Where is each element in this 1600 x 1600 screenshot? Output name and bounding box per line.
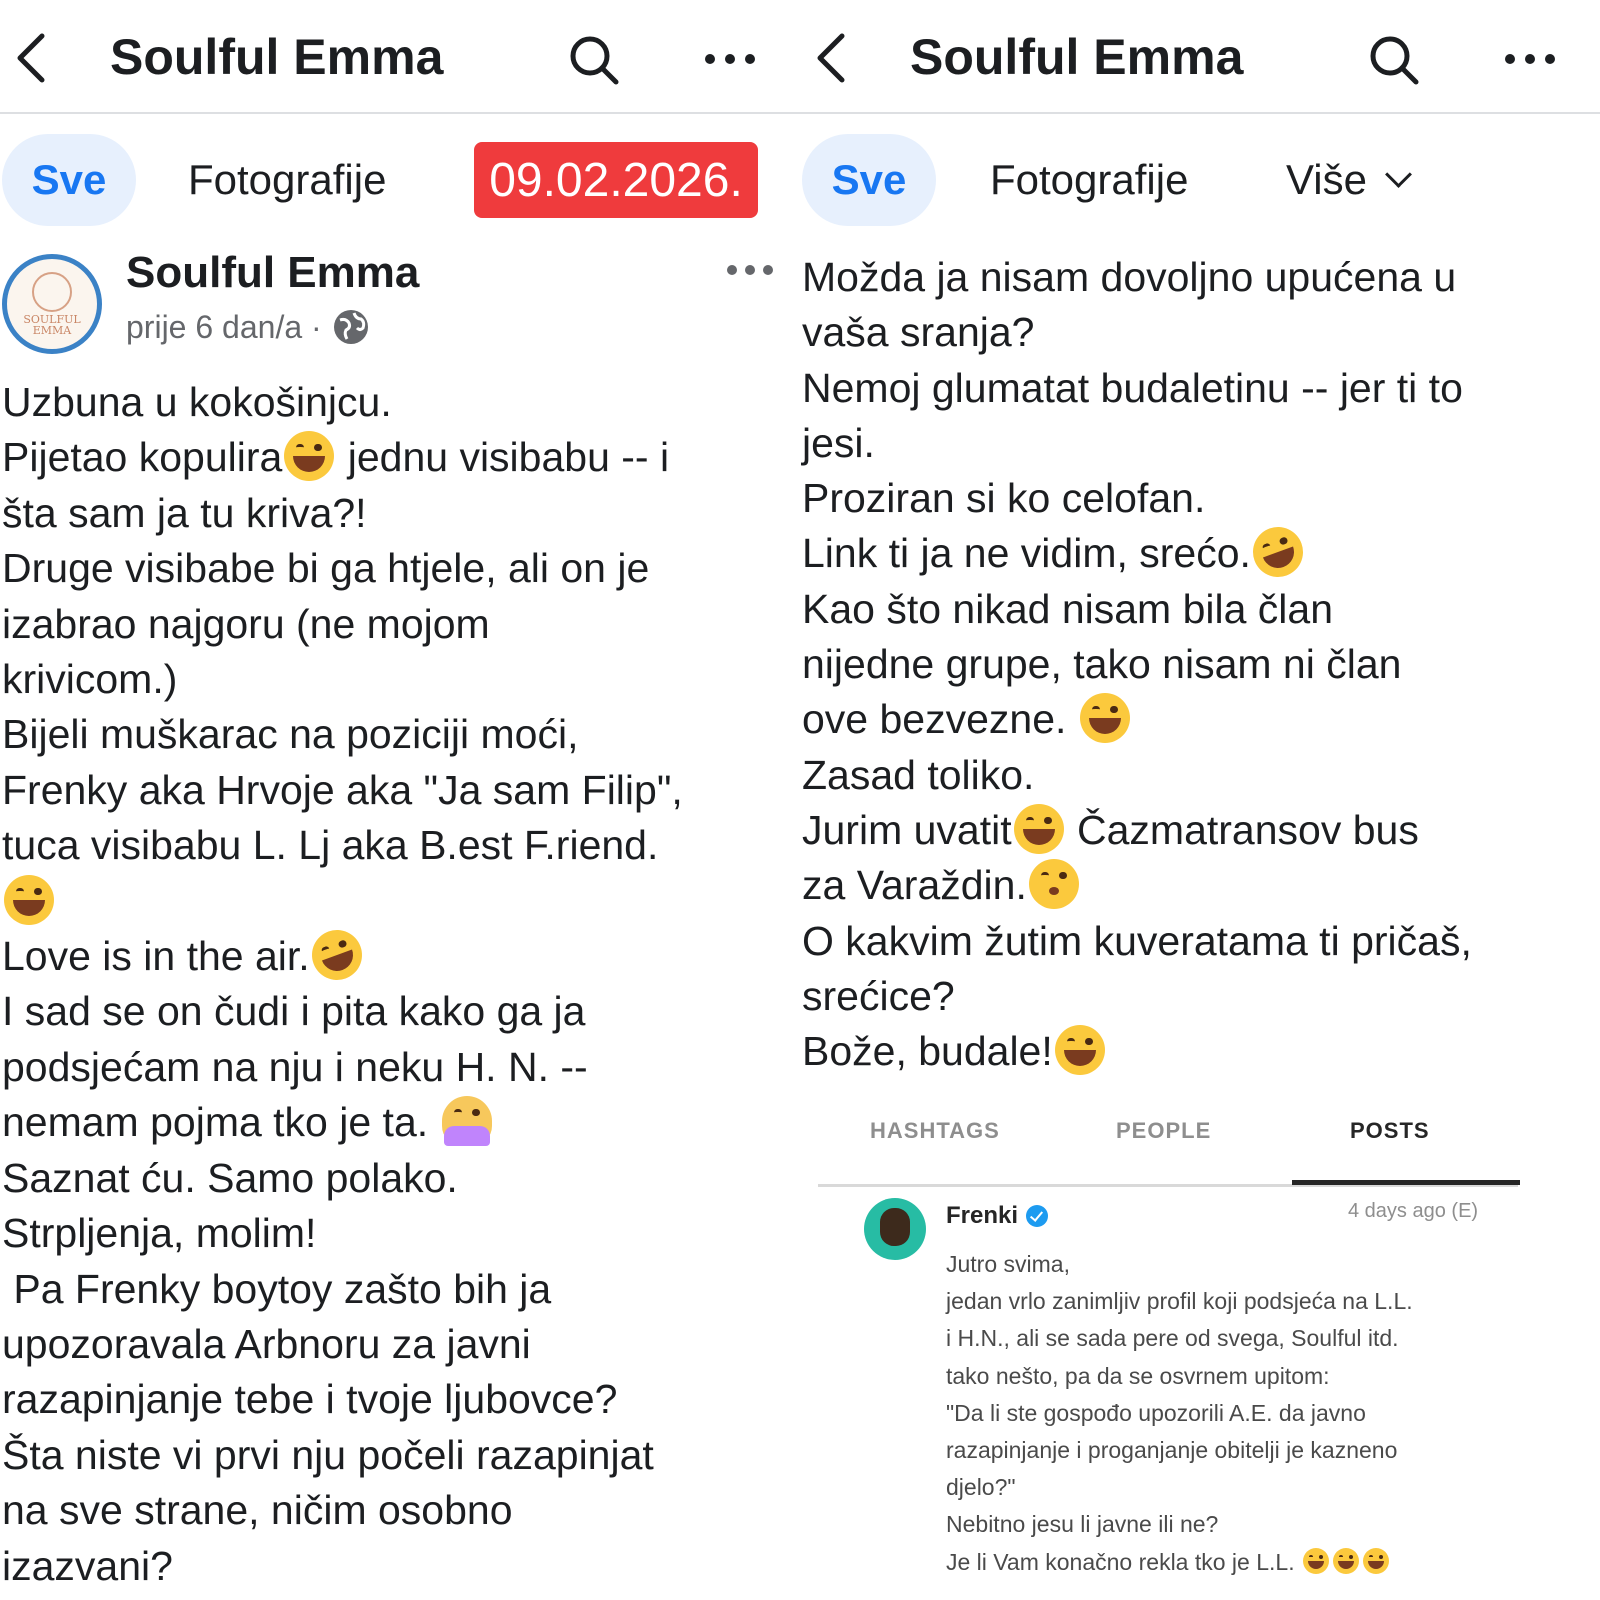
- text-segment: i H.N., ali se sada pere od svega, Soulful itd.: [946, 1325, 1399, 1352]
- post-meta: [126, 308, 370, 346]
- left-screenshot: [0, 0, 780, 1600]
- avatar[interactable]: [2, 254, 102, 354]
- text-segment: jednu visibabu -- i: [336, 434, 670, 481]
- logo-icon: [32, 272, 72, 312]
- page-title: Soulful Emma: [910, 29, 1244, 85]
- text-line: [802, 969, 1580, 1024]
- text-segment: Uzbuna u kokošinjcu.: [2, 379, 392, 425]
- comment-time: 4 days ago (E): [1348, 1200, 1479, 1222]
- text-segment: Jutro svima,: [946, 1251, 1070, 1277]
- text-line: [802, 471, 1580, 526]
- text-segment: upozoravala Arbnoru za javni: [2, 1320, 531, 1367]
- globe-icon: [332, 308, 370, 346]
- tab-posts[interactable]: POSTS: [1350, 1118, 1430, 1143]
- text-line: [2, 1372, 778, 1427]
- text-line: [2, 1539, 778, 1594]
- chevron-down-icon: [1385, 161, 1412, 188]
- avatar-logo-text: SOULFUL EMMA: [23, 313, 81, 337]
- text-line: [2, 486, 778, 541]
- tab-photos[interactable]: Fotografije: [188, 156, 387, 203]
- text-segment: Frenky aka Hrvoje aka "Ja sam Filip",: [2, 766, 683, 813]
- text-line: [2, 1483, 778, 1538]
- text-segment: Šta niste vi prvi nju počeli razapinjat: [2, 1431, 654, 1478]
- tab-hashtags[interactable]: HASHTAGS: [870, 1118, 1000, 1143]
- text-segment: tako nešto, pa da se osvrnem upitom:: [946, 1362, 1330, 1389]
- active-tab-indicator: [1292, 1180, 1520, 1185]
- author-name: Frenki: [946, 1202, 1019, 1229]
- text-line: [802, 914, 1580, 969]
- text-line: [946, 1283, 1516, 1320]
- filter-tabs: [0, 134, 780, 226]
- text-segment: Bože, budale!: [802, 1028, 1053, 1075]
- text-segment: Možda ja nisam dovoljno upućena u: [802, 254, 1457, 300]
- post-time: prije 6 dan/a ·: [126, 308, 322, 345]
- text-segment: djelo?": [946, 1474, 1016, 1501]
- post-body: [802, 250, 1580, 1079]
- text-segment: Čazmatransov bus: [1065, 806, 1419, 853]
- text-segment: za Varaždin.: [802, 862, 1027, 909]
- text-segment: podsjećam na nju i neku H. N. --: [2, 1043, 588, 1090]
- text-line: [2, 1040, 778, 1095]
- text-line: [2, 541, 778, 596]
- text-line: [2, 1095, 778, 1150]
- text-line: [2, 1151, 778, 1206]
- post-author[interactable]: Soulful Emma: [126, 248, 420, 297]
- text-segment: jesi.: [802, 419, 875, 466]
- text-line: [2, 763, 778, 818]
- text-segment: tuca visibabu L. Lj aka B.est F.riend.: [2, 822, 659, 869]
- text-segment: izabrao najgoru (ne mojom: [2, 600, 490, 647]
- rolling-laughing-emoji-icon: [305, 923, 369, 987]
- text-line: [802, 416, 1580, 471]
- post-header: [0, 246, 780, 356]
- text-line: [802, 250, 1580, 305]
- text-line: [2, 1317, 778, 1372]
- top-bar: [0, 0, 780, 112]
- top-bar: [800, 0, 1580, 112]
- text-line: [802, 637, 1580, 692]
- shrug-emoji-icon: [442, 1096, 492, 1146]
- text-line: [802, 582, 1580, 637]
- search-icon[interactable]: [1368, 34, 1420, 86]
- text-line: [802, 858, 1580, 913]
- text-segment: Strpljenja, molim!: [2, 1210, 317, 1257]
- text-segment: Link ti ja ne vidim, srećo.: [802, 530, 1251, 577]
- comment-author[interactable]: [946, 1202, 1048, 1230]
- laughing-emoji-icon: [1363, 1548, 1389, 1574]
- text-line: [2, 1428, 778, 1483]
- more-options-icon[interactable]: [1500, 44, 1560, 74]
- text-line: [946, 1395, 1516, 1432]
- text-segment: krivicom.): [2, 656, 178, 703]
- text-line: [946, 1432, 1516, 1469]
- text-segment: Nebitno jesu li javne ili ne?: [946, 1511, 1219, 1538]
- text-line: [2, 1262, 778, 1317]
- search-icon[interactable]: [568, 34, 620, 86]
- text-line: [802, 803, 1580, 858]
- laughing-emoji-icon: [284, 431, 334, 481]
- text-segment: razapinjanje tebe i tvoje ljubovce?: [2, 1376, 618, 1423]
- text-line: [802, 361, 1580, 416]
- page-title: Soulful Emma: [110, 29, 444, 85]
- text-line: [802, 1024, 1580, 1079]
- laughing-emoji-icon: [1303, 1548, 1329, 1574]
- text-segment: vaša sranja?: [802, 309, 1035, 356]
- text-line: [802, 748, 1580, 803]
- text-line: [946, 1246, 1516, 1283]
- back-arrow-icon[interactable]: [812, 30, 848, 86]
- kiss-emoji-icon: [1029, 859, 1079, 909]
- text-segment: Jurim uvatit: [802, 806, 1012, 853]
- text-segment: Druge visibabe bi ga htjele, ali on je: [2, 545, 650, 592]
- laughing-emoji-icon: [1014, 804, 1064, 854]
- text-line: [2, 652, 778, 707]
- avatar[interactable]: [864, 1198, 926, 1260]
- text-segment: Proziran si ko celofan.: [802, 475, 1206, 522]
- laughing-emoji-icon: [1333, 1548, 1359, 1574]
- text-segment: Saznat ću. Samo polako.: [2, 1154, 458, 1201]
- text-line: [2, 707, 778, 762]
- text-segment: Nemoj glumatat budaletinu -- jer ti to: [802, 364, 1463, 411]
- tab-all[interactable]: Sve: [2, 134, 136, 226]
- text-line: [2, 1206, 778, 1261]
- text-line: [2, 430, 778, 485]
- rolling-laughing-emoji-icon: [1246, 520, 1310, 584]
- text-line: [946, 1506, 1516, 1543]
- text-segment: šta sam ja tu kriva?!: [2, 489, 367, 536]
- text-segment: Je li Vam konačno rekla tko je L.L.: [946, 1548, 1301, 1575]
- filter-tabs: [800, 134, 1580, 226]
- grinning-emoji-icon: [1055, 1025, 1105, 1075]
- text-line: [946, 1320, 1516, 1357]
- text-line: [2, 375, 778, 430]
- laughing-emoji-icon: [4, 875, 54, 925]
- back-arrow-icon[interactable]: [12, 30, 48, 86]
- text-line: [2, 874, 778, 929]
- text-line: [2, 929, 778, 984]
- right-screenshot: [800, 0, 1580, 1600]
- text-segment: I sad se on čudi i pita kako ga ja: [2, 988, 586, 1035]
- comment-body: [946, 1246, 1516, 1581]
- text-line: [2, 818, 778, 873]
- text-line: [946, 1469, 1516, 1506]
- text-segment: Bijeli muškarac na poziciji moći,: [2, 711, 579, 758]
- embedded-screenshot: [818, 1096, 1528, 1600]
- tab-more[interactable]: [1286, 134, 1408, 226]
- text-segment: srećice?: [802, 972, 955, 1019]
- avatar-face: [880, 1208, 910, 1246]
- post-body: [2, 375, 778, 1594]
- verified-badge-icon: [1026, 1205, 1048, 1227]
- text-line: [2, 597, 778, 652]
- text-segment: ove bezvezne.: [802, 696, 1078, 743]
- embedded-tabs: [818, 1096, 1518, 1187]
- text-segment: Love is in the air.: [2, 933, 310, 980]
- text-segment: razapinjanje i proganjanje obitelji je kazneno: [946, 1437, 1398, 1464]
- text-line: [946, 1544, 1516, 1581]
- date-badge: 09.02.2026.: [474, 142, 758, 218]
- more-options-icon[interactable]: [700, 44, 760, 74]
- post-more-icon[interactable]: [724, 260, 776, 280]
- text-line: [946, 1358, 1516, 1395]
- grinning-emoji-icon: [1080, 693, 1130, 743]
- tab-photos[interactable]: Fotografije: [990, 156, 1189, 203]
- text-line: [2, 984, 778, 1039]
- text-segment: nijedne grupe, tako nisam ni član: [802, 641, 1402, 688]
- tab-all[interactable]: Sve: [802, 134, 936, 226]
- text-segment: O kakvim žutim kuveratama ti pričaš,: [802, 917, 1472, 964]
- text-segment: nemam pojma tko je ta.: [2, 1099, 440, 1146]
- tab-more-label: Više: [1286, 156, 1367, 203]
- text-line: [802, 692, 1580, 747]
- text-segment: Zasad toliko.: [802, 751, 1035, 798]
- text-line: [802, 526, 1580, 581]
- text-segment: "Da li ste gospođo upozorili A.E. da javno: [946, 1399, 1366, 1426]
- text-line: [802, 305, 1580, 360]
- text-segment: na sve strane, ničim osobno: [2, 1487, 513, 1534]
- text-segment: jedan vrlo zanimljiv profil koji podsjeća na L.L.: [946, 1288, 1413, 1315]
- text-segment: Kao što nikad nisam bila član: [802, 585, 1334, 632]
- text-segment: izazvani?: [2, 1542, 173, 1589]
- text-segment: Pijetao kopulira: [2, 434, 283, 481]
- tab-people[interactable]: PEOPLE: [1116, 1118, 1212, 1143]
- text-segment: Pa Frenky boytoy zašto bih ja: [2, 1265, 552, 1312]
